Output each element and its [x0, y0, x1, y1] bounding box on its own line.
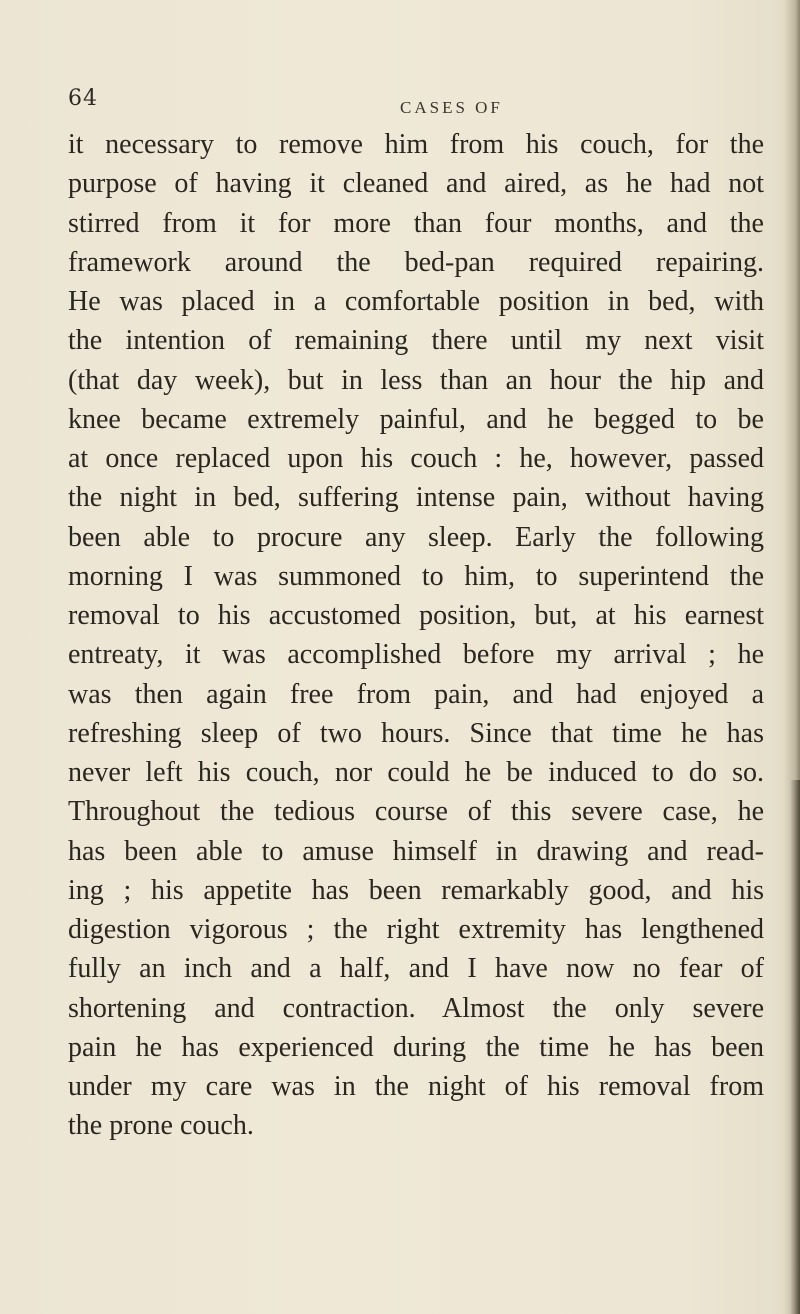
running-head: CASES OF	[400, 98, 503, 117]
text-line: He was placed in a comfortable position in bed, with	[68, 286, 764, 317]
text-line: stirred from it for more than four months, and the	[68, 207, 764, 239]
text-line: removal to his accustomed position, but, at his earnest	[68, 600, 764, 631]
text-line: entreaty, it was accomplished before my arrival ; he	[68, 639, 764, 671]
text-line: pain he has experienced during the time he has been	[68, 1031, 764, 1063]
text-line: shortening and contraction. Almost the only severe	[68, 992, 764, 1024]
text-line: (that day week), but in less than an hour the hip and	[68, 364, 764, 396]
text-line: has been able to amuse himself in drawing and read-	[68, 835, 764, 867]
text-line: knee became extremely painful, and he begged to be	[68, 403, 764, 435]
text-line: at once replaced upon his couch : he, however, passed	[68, 443, 764, 474]
text-line: digestion vigorous ; the right extremity has lengthened	[68, 914, 764, 945]
text-line: the intention of remaining there until my next visit	[68, 325, 764, 357]
text-line: morning I was summoned to him, to superintend the	[68, 560, 764, 592]
body-text	[68, 125, 764, 1146]
page-header	[0, 76, 800, 116]
page-number: 64	[68, 86, 98, 111]
text-line: it necessary to remove him from his couch, for the	[68, 129, 764, 160]
text-line-last: the prone couch.	[68, 1110, 254, 1142]
text-line: Throughout the tedious course of this severe case, he	[68, 796, 764, 828]
text-line: framework around the bed-pan required repairing.	[68, 246, 764, 278]
text-line: ing ; his appetite has been remarkably good, and his	[68, 874, 764, 906]
text-line: the night in bed, suffering intense pain, without having	[68, 482, 764, 514]
text-line: was then again free from pain, and had enjoyed a	[68, 678, 764, 710]
text-line: fully an inch and a half, and I have now no fear of	[68, 953, 764, 985]
text-line: purpose of having it cleaned and aired, as he had not	[68, 168, 764, 200]
text-line: been able to procure any sleep. Early the following	[68, 521, 764, 553]
page-edge-shadow-lower	[790, 780, 800, 1314]
text-line: never left his couch, nor could he be induced to do so.	[68, 757, 764, 788]
text-line: refreshing sleep of two hours. Since that time he has	[68, 717, 764, 749]
text-line: under my care was in the night of his removal from	[68, 1071, 764, 1102]
